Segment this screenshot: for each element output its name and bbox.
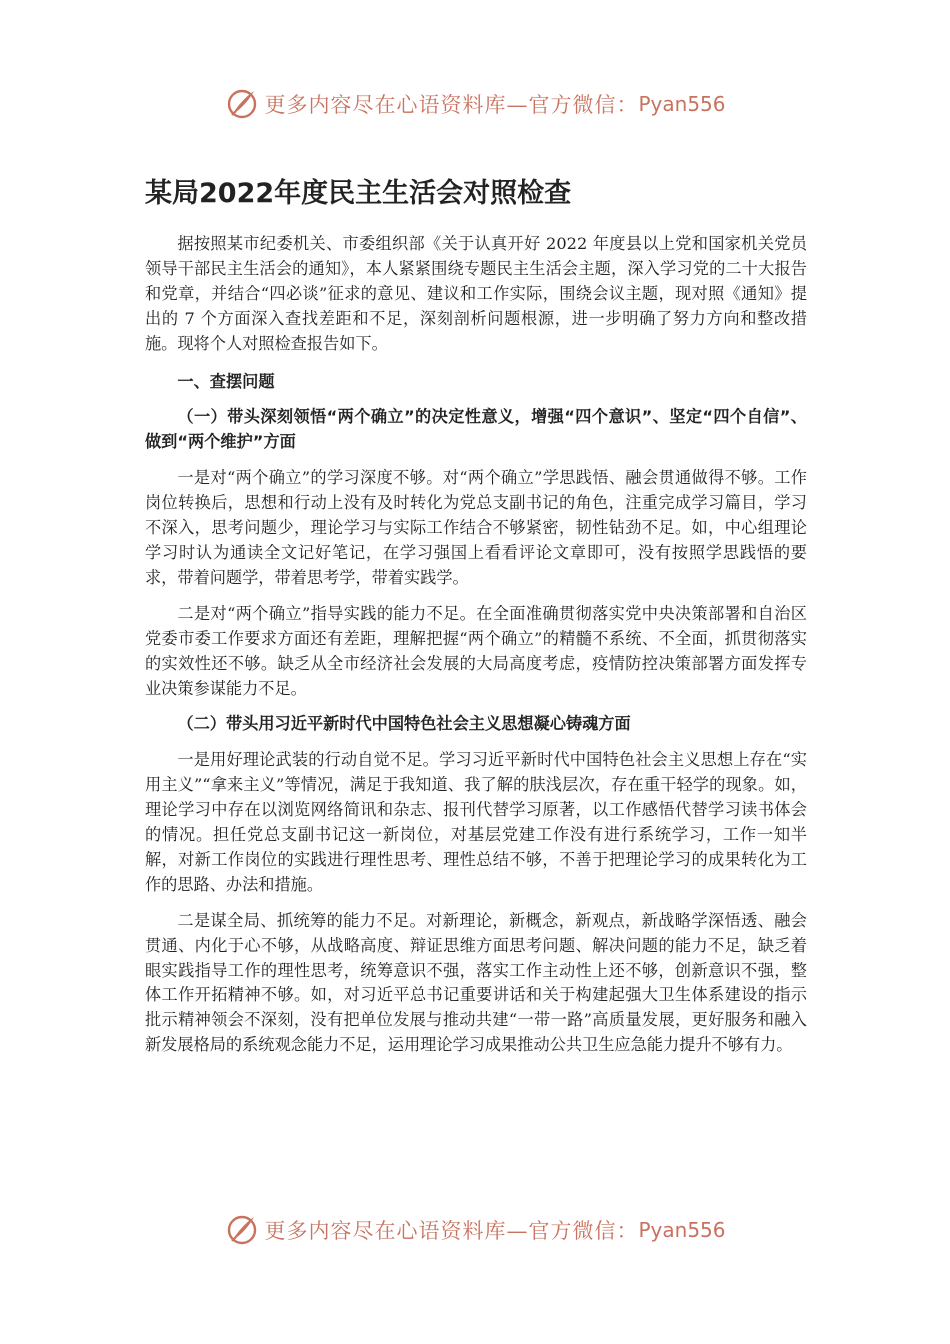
section-heading-1: 一、查摆问题 [177, 371, 275, 391]
document-body [145, 232, 807, 1058]
paragraph: 二是谋全局、抓统筹的能力不足。对新理论，新概念，新观点，新战略学深悟透、融会贯通、内化于心不够，从战略高度、辩证思维方面思考问题、解决问题的能力不足，缺乏着眼实践指导工作的理性思考，统筹意识不强，落实工作主动性上还不够，创新意识不强，整体工作开拓精神不够。如，对习近平总书记重要讲话和关于构建起强大卫生体系建设的指示批示精神领会不深刻，没有把单位发展与推动共建“一带一路”高质量发展，更好服务和融入新发展格局的系统观念能力不足，运用理论学习成果推动公共卫生应急能力提升不够有力。 [145, 910, 807, 1055]
intro-paragraph: 据按照某市纪委机关、市委组织部《关于认真开好 2022 年度县以上党和国家机关党员领导干部民主生活会的通知》，本人紧紧围绕专题民主生活会主题，深入学习党的二十大报告和党章，并结合“四必谈”征求的意见、建议和工作实际，围绕会议主题，现对照《通知》提出的 7 个方面深入查找差距和不足，深刻剖析问题根源，进一步明确了努力方向和整改措施。现将个人对照检查报告如下。 [145, 234, 807, 353]
banner-text: 更多内容尽在心语资料库—官方微信： [264, 1219, 639, 1243]
document-title: 某局2022年度民主生活会对照检查 [145, 178, 572, 209]
banner-wechat-id: Pyan556 [638, 92, 726, 116]
header-banner [0, 84, 950, 124]
paragraph: 一是用好理论武装的行动自觉不足。学习习近平新时代中国特色社会主义思想上存在“实用主义”“拿来主义”等情况，满足于我知道、我了解的肤浅层次，存在重干轻学的现象。如，理论学习中存在以浏览网络简讯和杂志、报刊代替学习原著，以工作感悟代替学习读书体会的情况。担任党总支副书记这一新岗位，对基层党建工作没有进行系统学习，工作一知半解，对新工作岗位的实践进行理性思考、理性总结不够，不善于把理论学习的成果转化为工作的思路、办法和措施。 [145, 750, 807, 894]
quill-logo-icon [224, 1212, 260, 1248]
banner-text: 更多内容尽在心语资料库—官方微信： [264, 93, 639, 117]
subsection-heading-2: （二）带头用习近平新时代中国特色社会主义思想凝心铸魂方面 [177, 714, 631, 734]
banner-wechat-id: Pyan556 [638, 1218, 726, 1242]
footer-banner [0, 1210, 950, 1250]
paragraph: 二是对“两个确立”指导实践的能力不足。在全面准确贯彻落实党中央决策部署和自治区党委市委工作要求方面还有差距，理解把握“两个确立”的精髓不系统、不全面，抓贯彻落实的实效性还不够。缺乏从全市经济社会发展的大局高度考虑，疫情防控决策部署方面发挥专业决策参谋能力不足。 [145, 603, 807, 698]
paragraph: 一是对“两个确立”的学习深度不够。对“两个确立”学思践悟、融会贯通做得不够。工作岗位转换后，思想和行动上没有及时转化为党总支副书记的角色，注重完成学习篇目，学习不深入，思考问题少，理论学习与实际工作结合不够紧密，韧性钻劲不足。如，中心组理论学习时认为通读全文记好笔记，在学习强国上看看评论文章即可，没有按照学思践悟的要求，带着问题学，带着思考学，带着实践学。 [145, 468, 807, 587]
subsection-heading-1: （一）带头深刻领悟“两个确立”的决定性意义，增强“四个意识”、坚定“四个自信”、做到“两个维护”方面 [145, 407, 807, 452]
quill-logo-icon [224, 86, 260, 122]
